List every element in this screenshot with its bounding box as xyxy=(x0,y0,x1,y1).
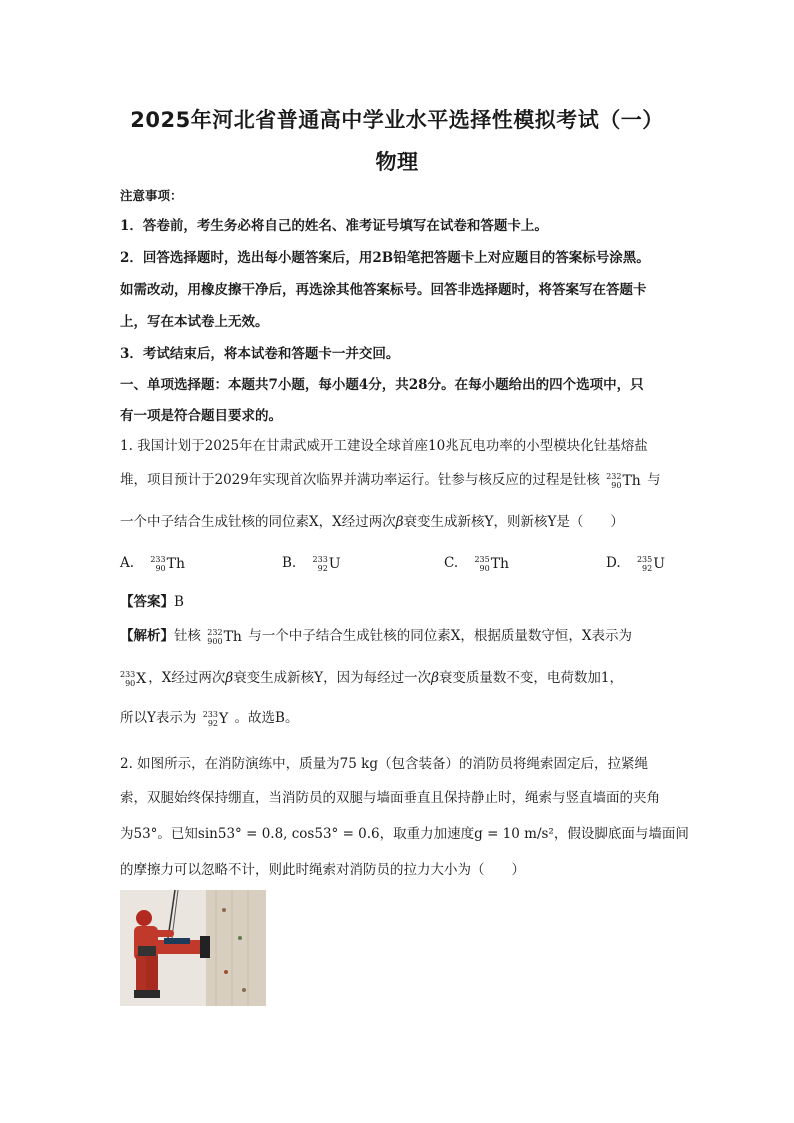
nuclide-y: 233 92 Y xyxy=(202,709,229,728)
section-heading-cont: 有一项是符合题目要求的。 xyxy=(120,408,282,424)
nuclide-x: 233 90 X xyxy=(120,669,147,688)
q1-option-c[interactable]: C. 235 90 Th xyxy=(444,554,510,573)
exam-title: 2025年河北省普通高中学业水平选择性模拟考试（一） xyxy=(130,108,664,132)
q2-line-1: 2. 如图所示，在消防演练中，质量为75 kg（包含装备）的消防员将绳索固定后，拉紧绳 xyxy=(120,756,648,772)
q1-option-b[interactable]: B. 233 92 U xyxy=(282,554,341,573)
nuclide-th-analysis: 232 900 Th xyxy=(207,627,242,646)
subject-title: 物理 xyxy=(375,150,419,174)
q1-line-2 xyxy=(120,470,680,491)
q1-analysis-1: 【解析】钍核 232 900 Th 与一个中子结合生成钍核的同位素X，根据质量数守恒，X表示为 xyxy=(120,627,632,646)
q1-answer: 【答案】B xyxy=(120,594,184,610)
q2-line-2: 索，双腿始终保持绷直，当消防员的双腿与墙面垂直且保持静止时，绳索与竖直墙面的夹角 xyxy=(120,790,660,806)
q1-line-2-text: 堆，项目预计于2029年实现首次临界并满功率运行。钍参与核反应的过程是钍核 xyxy=(120,472,600,488)
firefighter-photo xyxy=(120,890,266,1006)
q2-line-4: 的摩擦力可以忽略不计，则此时绳索对消防员的拉力大小为（ ） xyxy=(120,862,525,878)
q1-line-3: 一个中子结合生成钍核的同位素X，X经过两次β衰变生成新核Y，则新核Y是（ ） xyxy=(120,514,624,530)
q1-line-2-tail: 与 xyxy=(647,472,661,488)
q1-analysis-3: 所以Y表示为 233 92 Y 。故选B。 xyxy=(120,709,299,728)
q1-option-a[interactable]: A. 233 90 Th xyxy=(120,554,185,573)
note-item-1: 1．答卷前，考生务必将自己的姓名、准考证号填写在试卷和答题卡上。 xyxy=(120,218,548,234)
note-item-2-cont: 如需改动，用橡皮擦干净后，再选涂其他答案标号。回答非选择题时，将答案写在答题卡 xyxy=(120,282,647,298)
firefighter-illustration xyxy=(120,890,266,1006)
note-item-2-end: 上，写在本试卷上无效。 xyxy=(120,314,269,330)
notes-heading: 注意事项： xyxy=(120,188,183,203)
note-item-2: 2．回答选择题时，选出每小题答案后，用2B铅笔把答题卡上对应题目的答案标号涂黑。 xyxy=(120,250,650,266)
q1-line-1: 1. 我国计划于2025年在甘肃武威开工建设全球首座10兆瓦电功率的小型模块化钍基熔盐 xyxy=(120,438,648,454)
q1-analysis-2: 233 90 X ，X经过两次β衰变生成新核Y，因为每经过一次β衰变质量数不变，电荷数加1， xyxy=(120,669,624,688)
note-item-3: 3．考试结束后，将本试卷和答题卡一并交回。 xyxy=(120,346,400,362)
nuclide-th232: 232 90 Th xyxy=(606,471,641,490)
q1-option-d[interactable]: D. 235 92 U xyxy=(606,554,666,573)
beta-symbol: β xyxy=(395,514,404,530)
q2-line-3: 为53°。已知sin53° = 0.8, cos53° = 0.6，取重力加速度g = 10 m/s²，假设脚底面与墙面间 xyxy=(120,826,689,842)
section-heading: 一、单项选择题：本题共7小题，每小题4分，共28分。在每小题给出的四个选项中，只 xyxy=(120,377,644,393)
